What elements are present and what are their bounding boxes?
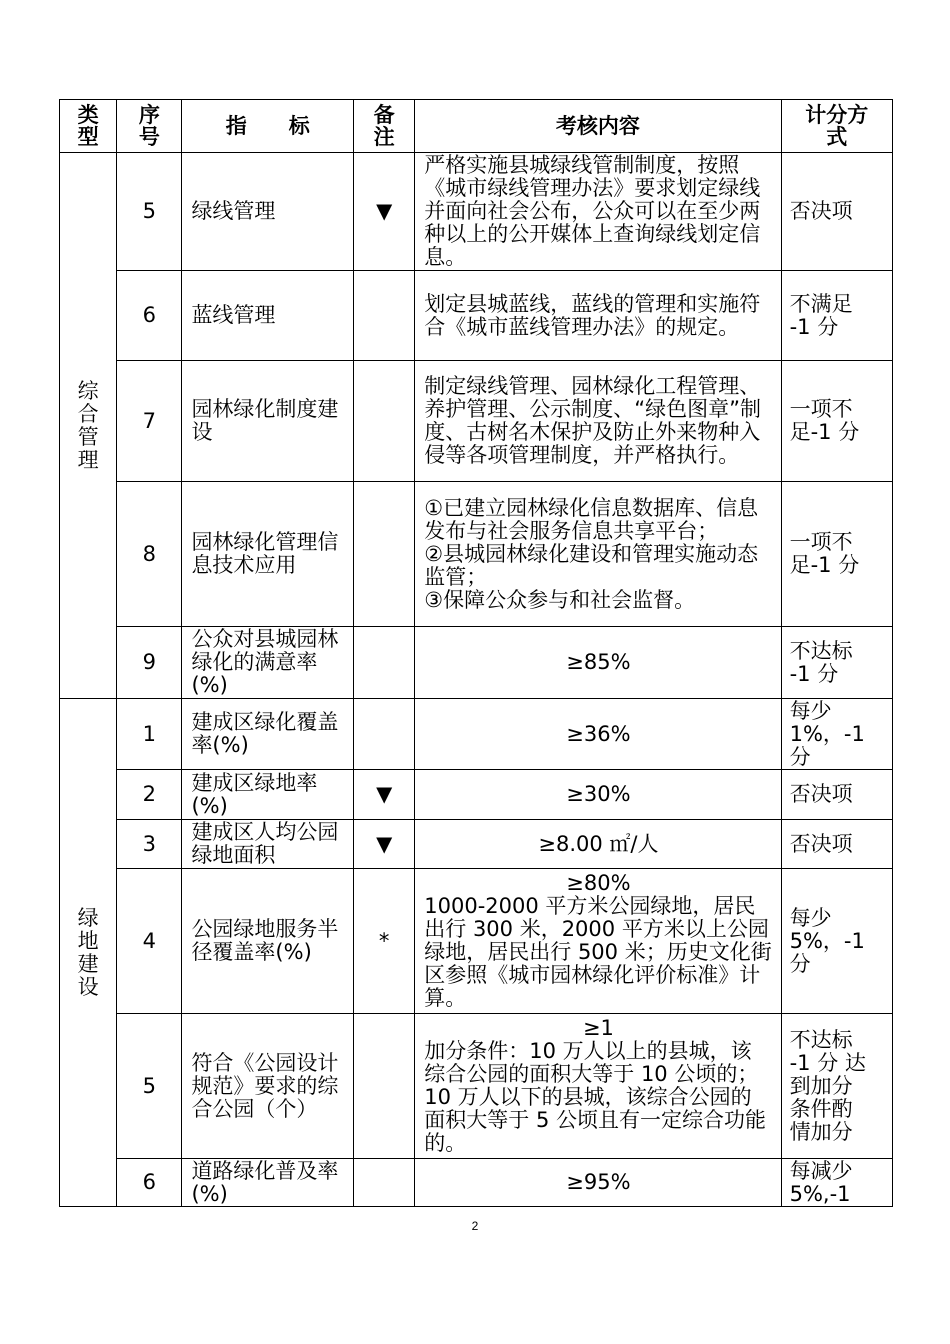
- row-content: 制定绿线管理、园林绿化工程管理、养护管理、公示制度、“绿色图章”制度、古树名木保护及防止外来物种入侵等各项管理制度，并严格执行。: [415, 361, 781, 482]
- row-note: [354, 361, 415, 482]
- row-content: 加分条件：10 万人以上的县城，该综合公园的面积大等于 10 公顷的；10 万人以下的县城，该综合公园的面积大等于 5 公顷且有一定综合功能的。: [424, 1039, 766, 1155]
- row-content: ①已建立园林绿化信息数据库、信息发布与社会服务信息共享平台； ②县城园林绿化建设和管理实施动态监管； ③保障公众参与和社会监督。: [415, 482, 781, 627]
- table-row: [60, 361, 893, 482]
- table-header-row: [60, 100, 893, 153]
- row-score: 不达标 -1 分 达 到加分 条件酌 情加分: [781, 1014, 892, 1159]
- row-indicator: 建成区绿化覆盖率(%): [182, 699, 354, 770]
- row-content: 划定县城蓝线，蓝线的管理和实施符合《城市蓝线管理办法》的规定。: [415, 271, 781, 361]
- table-row: [60, 699, 893, 770]
- row-content: ≥95%: [415, 1159, 781, 1207]
- row-score: 不满足 -1 分: [781, 271, 892, 361]
- row-seq: 5: [117, 1014, 182, 1159]
- page-number: 2: [471, 1219, 479, 1233]
- table-row: [60, 153, 893, 271]
- row-note: [354, 1159, 415, 1207]
- row-score: 每减少 5%,-1: [781, 1159, 892, 1207]
- row-seq: 9: [117, 627, 182, 699]
- row-seq: 8: [117, 482, 182, 627]
- row-indicator: 绿线管理: [182, 153, 354, 271]
- table-row: [60, 1159, 893, 1207]
- row-content-head: ≥1: [582, 1016, 614, 1040]
- row-seq: 6: [117, 1159, 182, 1207]
- header-indicator: 指 标: [182, 100, 354, 153]
- row-score: 否决项: [781, 153, 892, 271]
- row-indicator: 符合《公园设计规范》要求的综合公园（个）: [182, 1014, 354, 1159]
- row-score: 一项不 足-1 分: [781, 482, 892, 627]
- row-note: [354, 1014, 415, 1159]
- group-label-text: 综合管理: [77, 378, 99, 472]
- row-indicator: 建成区人均公园绿地面积: [182, 820, 354, 869]
- row-indicator: 蓝线管理: [182, 271, 354, 361]
- table-row: [60, 271, 893, 361]
- group-label-text: 绿地建设: [77, 905, 99, 999]
- row-score: 不达标 -1 分: [781, 627, 892, 699]
- row-content: ≥30%: [415, 770, 781, 820]
- row-score: 否决项: [781, 770, 892, 820]
- row-seq: 1: [117, 699, 182, 770]
- header-content: 考核内容: [415, 100, 781, 153]
- row-score: 否决项: [781, 820, 892, 869]
- table-row: [60, 1014, 893, 1159]
- row-indicator: 园林绿化制度建设: [182, 361, 354, 482]
- row-seq: 7: [117, 361, 182, 482]
- row-indicator: 道路绿化普及率(%): [182, 1159, 354, 1207]
- row-note: [354, 627, 415, 699]
- assessment-table: [59, 99, 893, 1207]
- row-note: *: [354, 869, 415, 1014]
- row-content: ≥36%: [415, 699, 781, 770]
- table-row: [60, 869, 893, 1014]
- header-type: 类 型: [60, 100, 117, 153]
- row-note: [354, 482, 415, 627]
- row-content-cell: [415, 869, 781, 1014]
- row-indicator: 公众对县城园林绿化的满意率(%): [182, 627, 354, 699]
- row-seq: 4: [117, 869, 182, 1014]
- table-row: [60, 820, 893, 869]
- row-content: 1000-2000 平方米公园绿地，居民出行 300 米，2000 平方米以上公园绿地，居民出行 500 米；历史文化街区参照《城市园林绿化评价标准》计算。: [424, 894, 772, 1010]
- group-label-management: [60, 153, 117, 699]
- veto-marker-icon: ▼: [354, 153, 415, 271]
- row-score: 每少 5%，-1 分: [781, 869, 892, 1014]
- header-seq: 序 号: [117, 100, 182, 153]
- row-indicator: 园林绿化管理信息技术应用: [182, 482, 354, 627]
- row-note: [354, 699, 415, 770]
- row-seq: 5: [117, 153, 182, 271]
- row-score: 每少 1%，-1 分: [781, 699, 892, 770]
- row-content: ≥85%: [415, 627, 781, 699]
- table-row: [60, 482, 893, 627]
- veto-marker-icon: ▼: [354, 770, 415, 820]
- row-seq: 6: [117, 271, 182, 361]
- row-seq: 2: [117, 770, 182, 820]
- veto-marker-icon: ▼: [354, 820, 415, 869]
- row-content: ≥8.00 ㎡/人: [415, 820, 781, 869]
- row-indicator: 公园绿地服务半径覆盖率(%): [182, 869, 354, 1014]
- row-indicator: 建成区绿地率(%): [182, 770, 354, 820]
- table-row: [60, 627, 893, 699]
- row-note: [354, 271, 415, 361]
- row-score: 一项不 足-1 分: [781, 361, 892, 482]
- table-row: [60, 770, 893, 820]
- header-score: 计分方 式: [781, 100, 892, 153]
- header-note: 备 注: [354, 100, 415, 153]
- row-seq: 3: [117, 820, 182, 869]
- group-label-greenspace: [60, 699, 117, 1207]
- row-content: 严格实施县城绿线管制制度，按照《城市绿线管理办法》要求划定绿线并面向社会公布，公众可以在至少两种以上的公开媒体上查询绿线划定信息。: [415, 153, 781, 271]
- row-content-cell: [415, 1014, 781, 1159]
- row-content-head: ≥80%: [566, 871, 631, 895]
